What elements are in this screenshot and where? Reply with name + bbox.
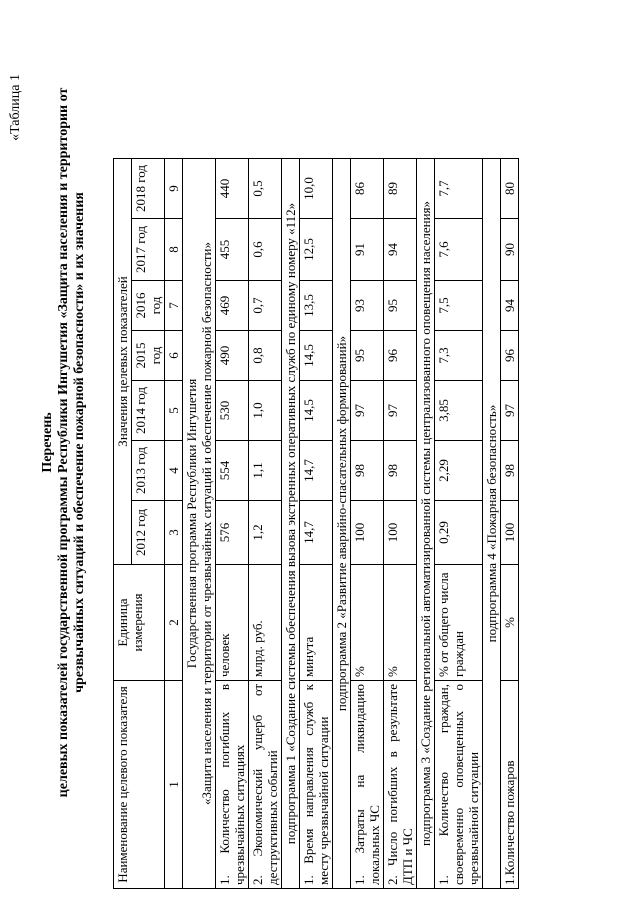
value-cell: 2,29 [435,441,483,501]
value-cell: 7,6 [435,219,483,281]
value-cell: 0,7 [249,281,282,331]
title-line-3: чрезвычайных ситуаций и обеспечение пожарной безопасности» и их значения [72,192,87,693]
year-cell: 2013 год [132,441,165,501]
header-values-group: Значения целевых показателей [114,159,132,565]
column-number: 4 [165,441,183,501]
indicator-unit: минута [300,565,333,681]
value-cell: 7,5 [435,281,483,331]
indicator-name: 1. Количество граждан, своевременно оповещенных о чрезвычайной ситуации [435,681,483,889]
indicator-unit: % [384,565,417,681]
value-cell: 80 [501,159,519,219]
column-number: 5 [165,381,183,441]
section-row [333,159,351,889]
year-cell: 2017 год [132,219,165,281]
value-cell: 90 [501,219,519,281]
value-cell: 96 [384,331,417,381]
value-cell: 0,29 [435,501,483,565]
value-cell: 455 [216,219,249,281]
table-number: «Таблица 1 [8,74,23,141]
title-line-1: Перечень [40,412,55,473]
value-cell: 98 [351,441,384,501]
year-cell: 2018 год [132,159,165,219]
subprogram-title: подпрограмма 3 «Создание региональной автоматизированной системы централизованного оповещения населения» [417,159,435,889]
column-number: 7 [165,281,183,331]
header-row [114,159,132,889]
value-cell: 1,1 [249,441,282,501]
value-cell: 91 [351,219,384,281]
subprogram-title: подпрограмма 1 «Создание системы обеспечения вызова экстренных оперативных служб по единому номеру «112» [282,159,300,889]
indicator-name: 1.Количество пожаров [501,681,519,889]
value-cell: 14,7 [300,501,333,565]
value-cell: 94 [501,281,519,331]
value-cell: 10,0 [300,159,333,219]
value-cell: 94 [384,219,417,281]
value-cell: 95 [384,281,417,331]
column-number: 2 [165,565,183,681]
indicator-unit: человек [216,565,249,681]
value-cell: 98 [384,441,417,501]
value-cell: 490 [216,331,249,381]
indicator-unit: % [501,565,519,681]
value-cell: 97 [501,381,519,441]
value-cell: 0,5 [249,159,282,219]
value-cell: 100 [351,501,384,565]
table-row [249,159,282,889]
document-title [40,40,88,845]
section-row [417,159,435,889]
value-cell: 14,5 [300,331,333,381]
year-cell: 2012 год [132,501,165,565]
title-line-2: целевых показателей государственной программы Республики Ингушетия «Защита населения и территории от [56,87,71,798]
value-cell: 89 [384,159,417,219]
table-row [300,159,333,889]
value-cell: 14,5 [300,381,333,441]
indicator-unit: млрд. руб. [249,565,282,681]
indicator-name: 1. Затраты на ликвидацию локальных ЧС [351,681,384,889]
value-cell: 86 [351,159,384,219]
value-cell: 7,7 [435,159,483,219]
section-row [483,159,501,889]
section-row [282,159,300,889]
value-cell: 13,5 [300,281,333,331]
column-numbers-row [165,159,183,889]
indicator-unit: % от общего числа граждан [435,565,483,681]
value-cell: 469 [216,281,249,331]
column-number: 9 [165,159,183,219]
indicator-name: 1. Количество погибших в чрезвычайных ситуациях [216,681,249,889]
value-cell: 93 [351,281,384,331]
year-cell: 2014 год [132,381,165,441]
table-row [216,159,249,889]
indicator-name: 2. Экономический ущерб от деструктивных событий [249,681,282,889]
value-cell: 96 [501,331,519,381]
value-cell: 12,5 [300,219,333,281]
value-cell: 100 [501,501,519,565]
header-unit: Единица измерения [114,565,165,681]
value-cell: 440 [216,159,249,219]
value-cell: 98 [501,441,519,501]
subprogram-title: подпрограмма 2 «Развитие аварийно-спасательных формирований» [333,159,351,889]
indicator-name: 1. Время направления служб к месту чрезвычайной ситуации [300,681,333,889]
value-cell: 530 [216,381,249,441]
program-title: Государственная программа Республики Ингушетия [184,378,199,669]
subprogram-title: подпрограмма 4 «Пожарная безопасность» [483,159,501,889]
table-row [435,159,483,889]
column-number: 8 [165,219,183,281]
program-name: «Защита населения и территории от чрезвычайных ситуаций и обеспечение пожарной безопасности» [199,242,214,805]
value-cell: 1,0 [249,381,282,441]
value-cell: 100 [384,501,417,565]
table-row [384,159,417,889]
section-row [183,159,216,889]
value-cell: 0,8 [249,331,282,381]
header-indicator-name: Наименование целевого показателя [114,681,165,889]
column-number: 6 [165,331,183,381]
indicator-name: 2. Число погибших в результате ДТП и ЧС [384,681,417,889]
value-cell: 14,7 [300,441,333,501]
year-cell: 2015 год [132,331,165,381]
column-number: 1 [165,681,183,889]
value-cell: 1,2 [249,501,282,565]
value-cell: 7,3 [435,331,483,381]
value-cell: 95 [351,331,384,381]
indicator-unit: % [351,565,384,681]
table-row [501,159,519,889]
value-cell: 97 [351,381,384,441]
year-cell: 2016 год [132,281,165,331]
value-cell: 576 [216,501,249,565]
value-cell: 0,6 [249,219,282,281]
indicators-table [113,158,519,889]
column-number: 3 [165,501,183,565]
value-cell: 3,85 [435,381,483,441]
value-cell: 554 [216,441,249,501]
value-cell: 97 [384,381,417,441]
table-row [351,159,384,889]
